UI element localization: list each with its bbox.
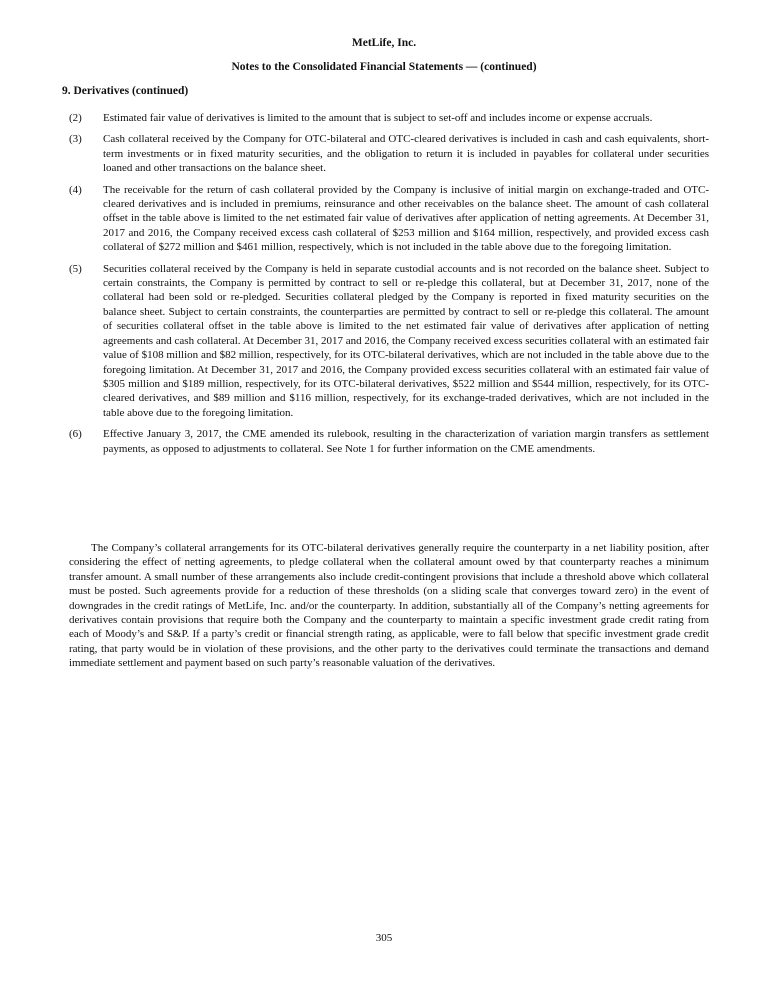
section-heading: 9. Derivatives (continued) bbox=[62, 85, 189, 97]
footnote bbox=[69, 111, 709, 125]
footnote-number: (6) bbox=[69, 428, 82, 441]
footnote bbox=[69, 132, 709, 175]
page-number: 305 bbox=[375, 932, 393, 944]
company-name: MetLife, Inc. bbox=[351, 37, 417, 49]
footnote bbox=[69, 427, 709, 456]
footnote-text: Securities collateral received by the Company is held in separate custodial accounts and is not recorded on the balance sheet. Subject to certain constraints, the Company is permitted by contract to sell or re-pledge this collateral, but at December 31, 2017, none of the collateral had been sold or re-pledged. Securities collateral pledged by the Company is reported in fixed maturity securities on the balance sheet. Subject to certain constraints, the counterparties are permitted by contract to sell or re-pledge this collateral. The amount of securities collateral offset in the table above is limited to the net estimated fair value of derivatives after application of netting agreements and cash collateral. At December 31, 2017 and 2016, the Company received excess securities collateral with an estimated fair value of $108 million and $82 million, respectively, for its OTC-bilateral derivatives, which are not included in the table above due to the foregoing limitation. At December 31, 2017 and 2016, the Company provided excess securities collateral with an estimated fair value of $305 million and $189 million, respectively, for its OTC-bilateral derivatives, $522 million and $544 million, respectively, for its OTC-cleared derivatives, and $89 million and $116 million, respectively, for its exchange-traded derivatives, which are not included in the table above due to the foregoing limitation. bbox=[103, 262, 709, 419]
footnote-text: Estimated fair value of derivatives is limited to the amount that is subject to set-off and includes income or expense accruals. bbox=[103, 112, 653, 124]
footnote bbox=[69, 183, 709, 255]
footnote-number: (3) bbox=[69, 133, 82, 146]
document-subtitle: Notes to the Consolidated Financial Statements — (continued) bbox=[231, 61, 537, 73]
body-paragraph: The Company’s collateral arrangements for its OTC-bilateral derivatives generally require the counterparty in a net liability position, after considering the effect of netting agreements, to pledge collateral when the collateral amount owed by that counterparty reaches a minimum transfer amount. A small number of these arrangements also include credit-contingent provisions that include a threshold above which collateral must be posted. Such agreements provide for a reduction of these thresholds (on a sliding scale that converges toward zero) in the event of downgrades in the credit ratings of MetLife, Inc. and/or the counterparty. In addition, substantially all of the Company’s netting agreements for derivatives contain provisions that require both the Company and the counterparty to maintain a specific investment grade credit rating from each of Moody’s and S&P. If a party’s credit or financial strength rating, as applicable, were to fall below that specific investment grade credit rating, that party would be in violation of these provisions, and the other party to the derivatives could terminate the transactions and demand immediate settlement and payment based on such party’s reasonable valuation of the derivatives. bbox=[69, 542, 709, 670]
footnote-number: (2) bbox=[69, 112, 82, 124]
footnote-text: Cash collateral received by the Company for OTC-bilateral and OTC-cleared derivatives is included in cash and cash equivalents, short-term investments or in fixed maturity securities, and the obligation to return it is included in payables for collateral under securities loaned and other transactions on the balance sheet. bbox=[103, 133, 709, 175]
footnote-number: (5) bbox=[69, 262, 82, 275]
footnote-text: The receivable for the return of cash collateral provided by the Company is inclusive of initial margin on exchange-traded and OTC-cleared derivatives and is included in premiums, reinsurance and other receivables on the balance sheet. The amount of cash collateral offset in the table above is limited to the net estimated fair value of derivatives after application of netting agreements. At December 31, 2017 and 2016, the Company received excess cash collateral of $253 million and $164 million, respectively, and provided excess cash collateral of $272 million and $461 million, respectively, which is not included in the table above due to the foregoing limitation. bbox=[103, 183, 709, 254]
footnote-number: (4) bbox=[69, 183, 82, 196]
footnote-text: Effective January 3, 2017, the CME amended its rulebook, resulting in the characterization of variation margin transfers as settlement payments, as opposed to adjustments to collateral. See Note 1 for further information on the CME amendments. bbox=[103, 428, 709, 455]
footnote bbox=[69, 262, 709, 420]
footnotes-list bbox=[69, 111, 709, 463]
